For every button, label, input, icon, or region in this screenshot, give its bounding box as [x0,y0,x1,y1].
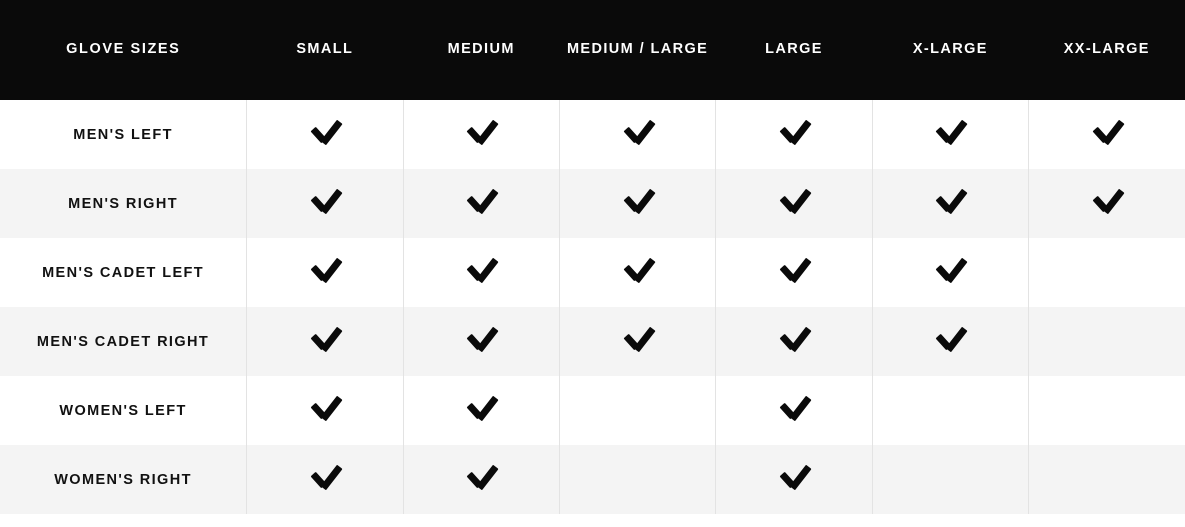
column-header-xx-large: XX-LARGE [1029,0,1185,100]
checkmark-icon [308,188,342,214]
checkmark-icon [933,326,967,352]
checkmark-icon [464,119,498,145]
row-label-mens-cadet-left: MEN'S CADET LEFT [0,238,247,307]
cell-mens-left-medium-large [559,100,715,169]
checkmark-icon [933,119,967,145]
cell-mens-left-large [716,100,872,169]
checkmark-icon [777,464,811,490]
table-header-row [0,0,1185,100]
checkmark-icon [1090,119,1124,145]
checkmark-icon [464,464,498,490]
cell-mens-right-medium [403,169,559,238]
cell-mens-cadet-left-medium [403,238,559,307]
table-row [0,169,1185,238]
checkmark-icon [464,257,498,283]
checkmark-icon [308,326,342,352]
checkmark-icon [777,326,811,352]
cell-womens-left-x-large [872,376,1028,445]
cell-mens-cadet-right-xx-large [1029,307,1185,376]
checkmark-icon [621,188,655,214]
cell-womens-left-medium-large [559,376,715,445]
cell-mens-cadet-right-small [247,307,403,376]
cell-womens-right-xx-large [1029,445,1185,514]
checkmark-icon [1090,188,1124,214]
table-header [0,0,1185,100]
checkmark-icon [933,188,967,214]
row-label-womens-right: WOMEN'S RIGHT [0,445,247,514]
cell-mens-right-medium-large [559,169,715,238]
cell-mens-cadet-right-x-large [872,307,1028,376]
row-label-mens-left: MEN'S LEFT [0,100,247,169]
cell-womens-right-medium-large [559,445,715,514]
cell-mens-left-small [247,100,403,169]
cell-womens-right-x-large [872,445,1028,514]
row-label-mens-cadet-right: MEN'S CADET RIGHT [0,307,247,376]
checkmark-icon [621,119,655,145]
cell-mens-cadet-right-medium-large [559,307,715,376]
cell-womens-left-large [716,376,872,445]
cell-mens-cadet-right-large [716,307,872,376]
table-row [0,100,1185,169]
table-row [0,376,1185,445]
cell-mens-left-x-large [872,100,1028,169]
row-label-womens-left: WOMEN'S LEFT [0,376,247,445]
checkmark-icon [621,326,655,352]
column-header-medium-large: MEDIUM / LARGE [559,0,715,100]
table-row [0,307,1185,376]
cell-mens-left-medium [403,100,559,169]
cell-mens-cadet-left-medium-large [559,238,715,307]
checkmark-icon [933,257,967,283]
cell-mens-right-small [247,169,403,238]
cell-womens-left-medium [403,376,559,445]
cell-womens-right-medium [403,445,559,514]
checkmark-icon [777,257,811,283]
cell-mens-cadet-left-xx-large [1029,238,1185,307]
row-label-mens-right: MEN'S RIGHT [0,169,247,238]
cell-mens-left-xx-large [1029,100,1185,169]
checkmark-icon [777,119,811,145]
cell-mens-cadet-left-small [247,238,403,307]
column-header-large: LARGE [716,0,872,100]
cell-womens-right-small [247,445,403,514]
cell-mens-right-xx-large [1029,169,1185,238]
checkmark-icon [308,395,342,421]
checkmark-icon [308,257,342,283]
cell-womens-left-small [247,376,403,445]
checkmark-icon [308,464,342,490]
checkmark-icon [777,188,811,214]
checkmark-icon [464,326,498,352]
checkmark-icon [464,395,498,421]
cell-mens-cadet-left-large [716,238,872,307]
table-body [0,100,1185,514]
cell-mens-cadet-left-x-large [872,238,1028,307]
column-header-glove-sizes: GLOVE SIZES [0,0,247,100]
column-header-small: SMALL [247,0,403,100]
cell-mens-cadet-right-medium [403,307,559,376]
cell-mens-right-large [716,169,872,238]
column-header-x-large: X-LARGE [872,0,1028,100]
cell-womens-right-large [716,445,872,514]
checkmark-icon [621,257,655,283]
table-row [0,238,1185,307]
table-row [0,445,1185,514]
column-header-medium: MEDIUM [403,0,559,100]
cell-womens-left-xx-large [1029,376,1185,445]
checkmark-icon [464,188,498,214]
checkmark-icon [308,119,342,145]
cell-mens-right-x-large [872,169,1028,238]
checkmark-icon [777,395,811,421]
